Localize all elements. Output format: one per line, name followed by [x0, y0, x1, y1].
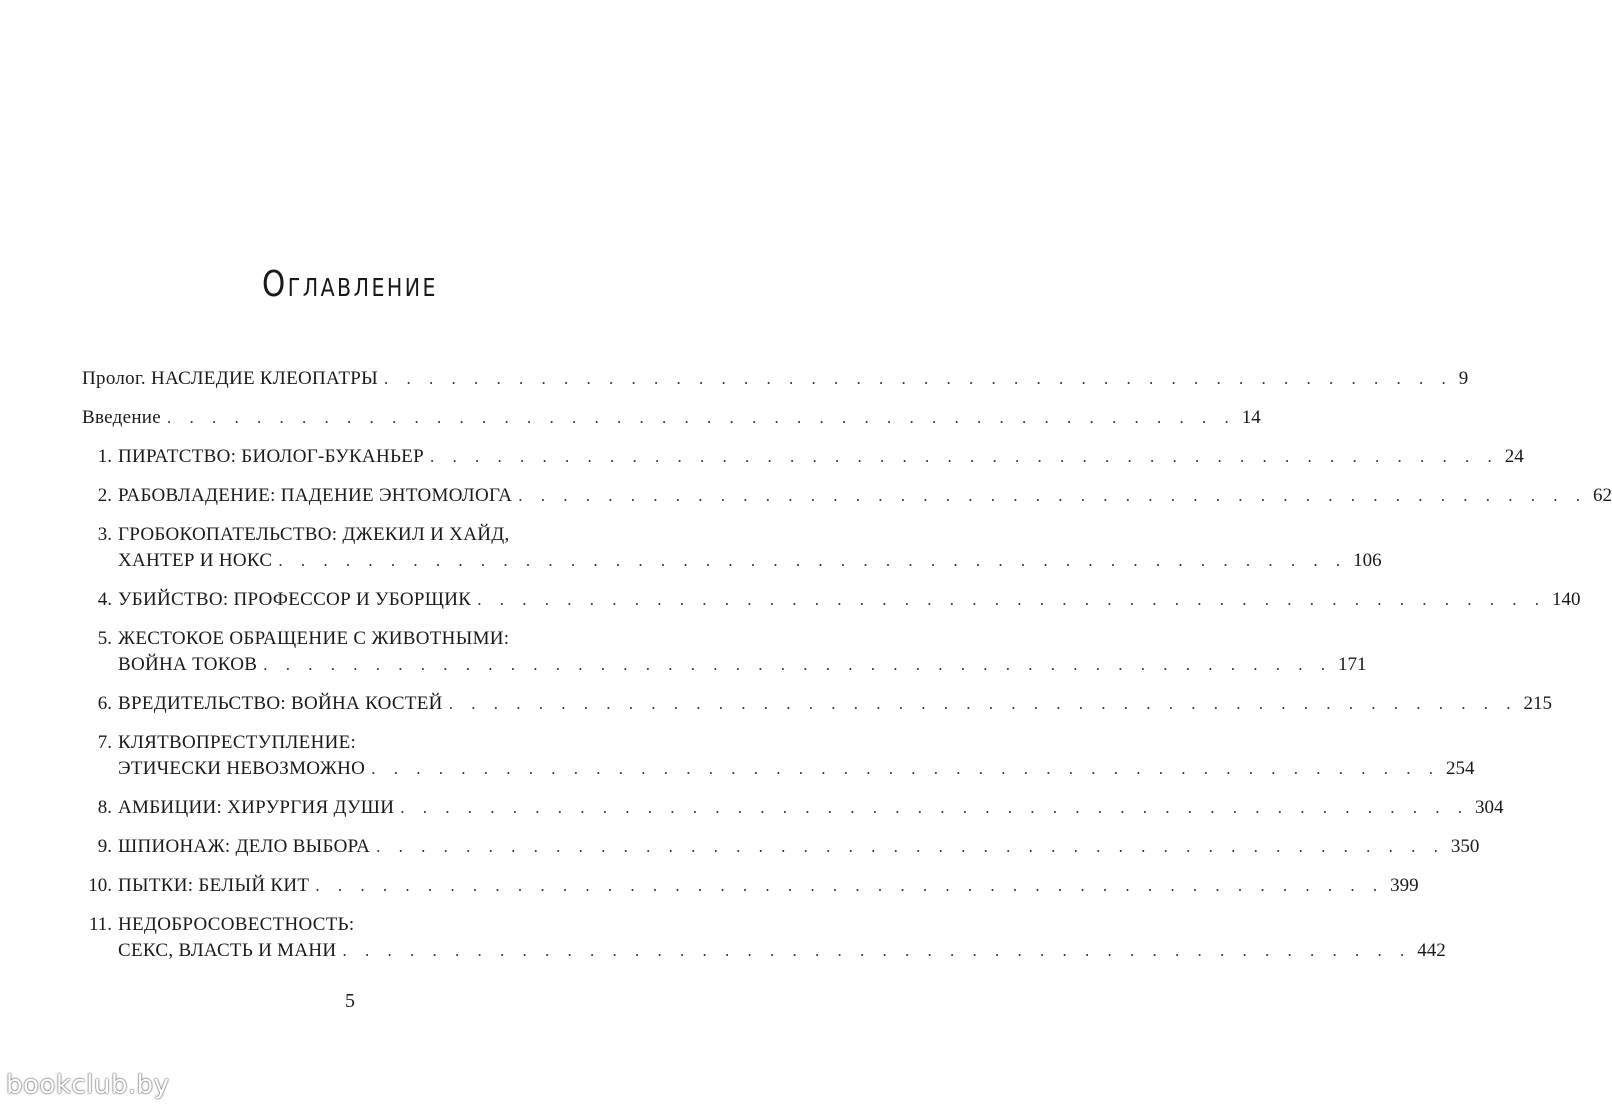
- toc-entry: [82, 626, 1367, 678]
- toc-entry-title: ПИРАТСТВО: БИОЛОГ-БУКАНЬЕР: [118, 446, 424, 467]
- dot-leader: . . . . . . . . . . . . . . . . . . . . . . . . . . . . . . . . . . . . . . . . . . . . . . . .: [384, 369, 1453, 388]
- toc-entry-page: 106: [1353, 550, 1382, 571]
- toc-entry-title: Пролог. НАСЛЕДИЕ КЛЕОПАТРЫ: [82, 368, 379, 389]
- dot-leader: . . . . . . . . . . . . . . . . . . . . . . . . . . . . . . . . . . . . . . . . . . . . . . . .: [477, 590, 1546, 609]
- toc-entry-line: [82, 366, 1469, 392]
- toc-entry-line: [118, 834, 1480, 860]
- toc-entry-line: [118, 444, 1524, 470]
- toc-entry-line: [118, 483, 1612, 509]
- dot-leader: . . . . . . . . . . . . . . . . . . . . . . . . . . . . . . . . . . . . . . . . . . . . . . . .: [400, 798, 1470, 817]
- toc-entry-line: [118, 873, 1419, 899]
- toc-entry-line: [118, 587, 1581, 613]
- toc-entry-page: 140: [1551, 589, 1581, 610]
- toc-entry-title: Введение: [82, 407, 161, 428]
- toc-entry-title: АМБИЦИИ: ХИРУРГИЯ ДУШИ: [118, 797, 395, 818]
- toc-entry-line: [118, 756, 1475, 782]
- toc-entry-page: 215: [1523, 693, 1552, 714]
- toc-entry-line: [118, 652, 1367, 678]
- toc-entry-number: 8.: [97, 797, 112, 818]
- toc-entry: [82, 405, 1261, 431]
- toc-entry-number: 2.: [97, 485, 112, 506]
- toc-entry-number: 4.: [97, 589, 112, 610]
- toc-entry-title: ВРЕДИТЕЛЬСТВО: ВОЙНА КОСТЕЙ: [118, 693, 443, 714]
- dot-leader: . . . . . . . . . . . . . . . . . . . . . . . . . . . . . . . . . . . . . . . . . . . . . . . .: [371, 759, 1440, 778]
- toc-entry: [82, 366, 1469, 392]
- toc-entry-page: 254: [1445, 758, 1475, 779]
- toc-entry: [82, 444, 1524, 470]
- toc-entry-title: РАБОВЛАДЕНИЕ: ПАДЕНИЕ ЭНТОМОЛОГА: [118, 485, 513, 506]
- toc-entry-title: ЖЕСТОКОЕ ОБРАЩЕНИЕ С ЖИВОТНЫМИ:: [118, 628, 510, 649]
- toc-entry: [82, 522, 1382, 574]
- toc-entry-title: ШПИОНАЖ: ДЕЛО ВЫБОРА: [118, 836, 371, 857]
- toc-entry-page: 14: [1241, 407, 1261, 428]
- toc-entry-number: 1.: [97, 446, 112, 467]
- toc-entry-title: ПЫТКИ: БЕЛЫЙ КИТ: [118, 875, 310, 896]
- toc-entry-title: КЛЯТВОПРЕСТУПЛЕНИЕ:: [118, 732, 357, 753]
- toc-entry-page: 171: [1338, 654, 1367, 675]
- toc-entry: [82, 483, 1612, 509]
- toc-entry-title: ВОЙНА ТОКОВ: [118, 654, 258, 675]
- dot-leader: . . . . . . . . . . . . . . . . . . . . . . . . . . . . . . . . . . . . . . . . . . . . . . . .: [263, 655, 1333, 674]
- toc-entry-title: УБИЙСТВО: ПРОФЕССОР И УБОРЩИК: [118, 589, 472, 610]
- dot-leader: . . . . . . . . . . . . . . . . . . . . . . . . . . . . . . . . . . . . . . . . . . . . . . . .: [376, 837, 1445, 856]
- toc-entry-page: 442: [1417, 940, 1446, 961]
- toc-entry-title: СЕКС, ВЛАСТЬ И МАНИ: [118, 940, 337, 961]
- table-of-contents: [82, 366, 1612, 977]
- toc-entry: [82, 834, 1480, 860]
- toc-entry-title: ГРОБОКОПАТЕЛЬСТВО: ДЖЕКИЛ И ХАЙД,: [118, 524, 510, 545]
- toc-entry-number: 9.: [97, 836, 112, 857]
- toc-entry: [82, 912, 1446, 964]
- toc-entry-number: 6.: [97, 693, 112, 714]
- dot-leader: . . . . . . . . . . . . . . . . . . . . . . . . . . . . . . . . . . . . . . . . . . . . . . . .: [166, 408, 1236, 427]
- toc-entry-page: 350: [1450, 836, 1480, 857]
- toc-entry-number: 11.: [88, 914, 112, 935]
- toc-entry-line: [118, 691, 1552, 717]
- dot-leader: . . . . . . . . . . . . . . . . . . . . . . . . . . . . . . . . . . . . . . . . . . . . . . . .: [342, 941, 1412, 960]
- toc-entry-line: [118, 795, 1504, 821]
- toc-entry-page: 62: [1592, 485, 1612, 506]
- toc-entry-page: 399: [1390, 875, 1419, 896]
- toc-entry-line: [82, 405, 1261, 431]
- toc-entry-title: ЭТИЧЕСКИ НЕВОЗМОЖНО: [118, 758, 366, 779]
- toc-entry-page: 24: [1504, 446, 1524, 467]
- toc-entry-number: 10.: [88, 875, 112, 896]
- toc-entry: [82, 873, 1419, 899]
- toc-entry-page: 304: [1475, 797, 1504, 818]
- dot-leader: . . . . . . . . . . . . . . . . . . . . . . . . . . . . . . . . . . . . . . . . . . . . . . . .: [278, 551, 1348, 570]
- toc-entry: [82, 795, 1504, 821]
- toc-entry-number: 7.: [97, 732, 112, 753]
- toc-entry-line: [118, 626, 580, 652]
- toc-entry-line: [118, 938, 1446, 964]
- dot-leader: . . . . . . . . . . . . . . . . . . . . . . . . . . . . . . . . . . . . . . . . . . . . . . . .: [518, 486, 1587, 505]
- toc-entry-number: 3.: [97, 524, 112, 545]
- toc-entry: [82, 587, 1581, 613]
- dot-leader: . . . . . . . . . . . . . . . . . . . . . . . . . . . . . . . . . . . . . . . . . . . . . . . .: [429, 447, 1499, 466]
- toc-entry-title: НЕДОБРОСОВЕСТНОСТЬ:: [118, 914, 355, 935]
- toc-entry-line: [118, 730, 580, 756]
- toc-entry: [82, 691, 1552, 717]
- toc-entry-page: 9: [1458, 368, 1469, 389]
- toc-entry-number: 5.: [97, 628, 112, 649]
- toc-entry-line: [118, 912, 580, 938]
- dot-leader: . . . . . . . . . . . . . . . . . . . . . . . . . . . . . . . . . . . . . . . . . . . . . . . .: [448, 694, 1518, 713]
- toc-entry-line: [118, 522, 580, 548]
- page-number: 5: [345, 990, 355, 1012]
- toc-entry: [82, 730, 1475, 782]
- toc-entry-line: [118, 548, 1382, 574]
- toc-heading: Оглавление: [262, 264, 438, 305]
- toc-entry-title: ХАНТЕР И НОКС: [118, 550, 273, 571]
- dot-leader: . . . . . . . . . . . . . . . . . . . . . . . . . . . . . . . . . . . . . . . . . . . . . . . .: [315, 876, 1385, 895]
- watermark-logo: bookclub.by: [6, 1070, 170, 1100]
